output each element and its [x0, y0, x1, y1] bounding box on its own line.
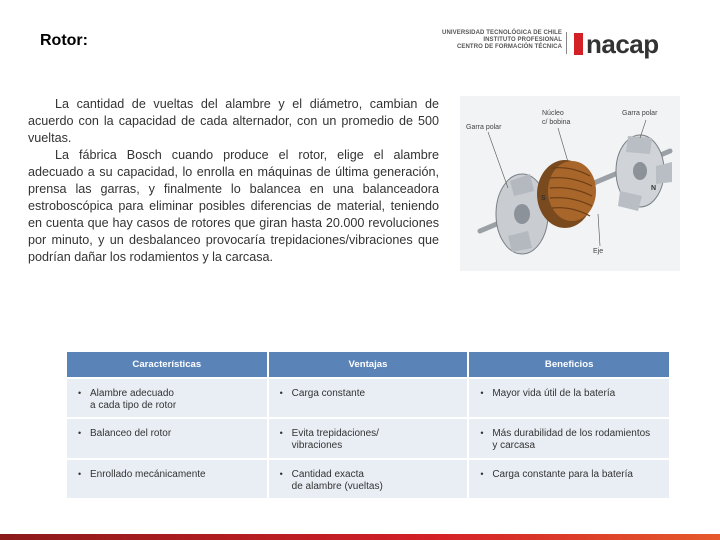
table-cell: • Enrollado mecánicamente: [67, 459, 268, 498]
paragraph-1: La cantidad de vueltas del alambre y el diámetro, cambian de acuerdo con la capacidad de cada alternador, con un promedio de 500 vueltas.: [28, 97, 439, 145]
table-cell: • Evita trepidaciones/ vibraciones: [268, 418, 469, 458]
inacap-logo-mark: [574, 33, 583, 55]
label-nucleo-line1: Núcleo: [542, 110, 564, 117]
table-cell: • Alambre adecuado a cada tipo de rotor: [67, 378, 268, 418]
header-ventajas: Ventajas: [268, 352, 469, 378]
table-row: [67, 418, 669, 458]
features-table: [67, 352, 669, 498]
table-header-row: [67, 352, 669, 378]
label-s-pole: S: [541, 195, 546, 202]
table-row: [67, 459, 669, 498]
institution-line-2: INSTITUTO PROFESIONAL: [483, 37, 562, 43]
label-garra-polar-right: Garra polar: [622, 110, 658, 117]
slide-title: Rotor:: [40, 32, 88, 49]
institution-logo-text: [440, 30, 562, 51]
rotor-diagram: [460, 96, 680, 271]
table-row: [67, 378, 669, 418]
right-claw-pole: [616, 135, 672, 211]
table-cell: • Carga constante: [268, 378, 469, 418]
body-text: [28, 96, 439, 266]
header-beneficios: Beneficios: [468, 352, 669, 378]
label-garra-polar-left: Garra polar: [466, 124, 502, 131]
label-eje: Eje: [593, 248, 604, 255]
header-caracteristicas: Características: [67, 352, 268, 378]
label-n-pole: N: [651, 185, 657, 192]
inacap-logo: [574, 28, 659, 60]
table-cell: • Cantidad exacta de alambre (vueltas): [268, 459, 469, 498]
footer-accent-bar: [0, 534, 720, 540]
label-nucleo-line2: c/ bobina: [542, 119, 571, 126]
paragraph-2: La fábrica Bosch cuando produce el rotor, elige el alambre adecuado a su capacidad, lo enrolla en máquinas de última generación, prensa las garras, y finalmente lo balancea en una balanceadora estroboscópica para eliminar posibles diferencias de material, teniendo en cuenta que hay casos de rotores que giran hasta 20.000 revoluciones por minuto, y un desbalanceo provocaría trepidaciones/vibraciones que podrían dañar los rodamientos y la carcasa.: [28, 148, 439, 264]
institution-line-1: UNIVERSIDAD TECNOLÓGICA DE CHILE: [442, 30, 562, 36]
table-cell: • Más durabilidad de los rodamientos y carcasa: [468, 418, 669, 458]
table-cell: • Mayor vida útil de la batería: [468, 378, 669, 418]
table-cell: • Carga constante para la batería: [468, 459, 669, 498]
table-cell: • Balanceo del rotor: [67, 418, 268, 458]
coil-core: [537, 160, 596, 228]
inacap-logo-text: nacap: [586, 28, 659, 59]
header-logos: [440, 28, 690, 64]
logo-divider: [566, 32, 567, 54]
institution-line-3: CENTRO DE FORMACIÓN TÉCNICA: [456, 44, 562, 50]
